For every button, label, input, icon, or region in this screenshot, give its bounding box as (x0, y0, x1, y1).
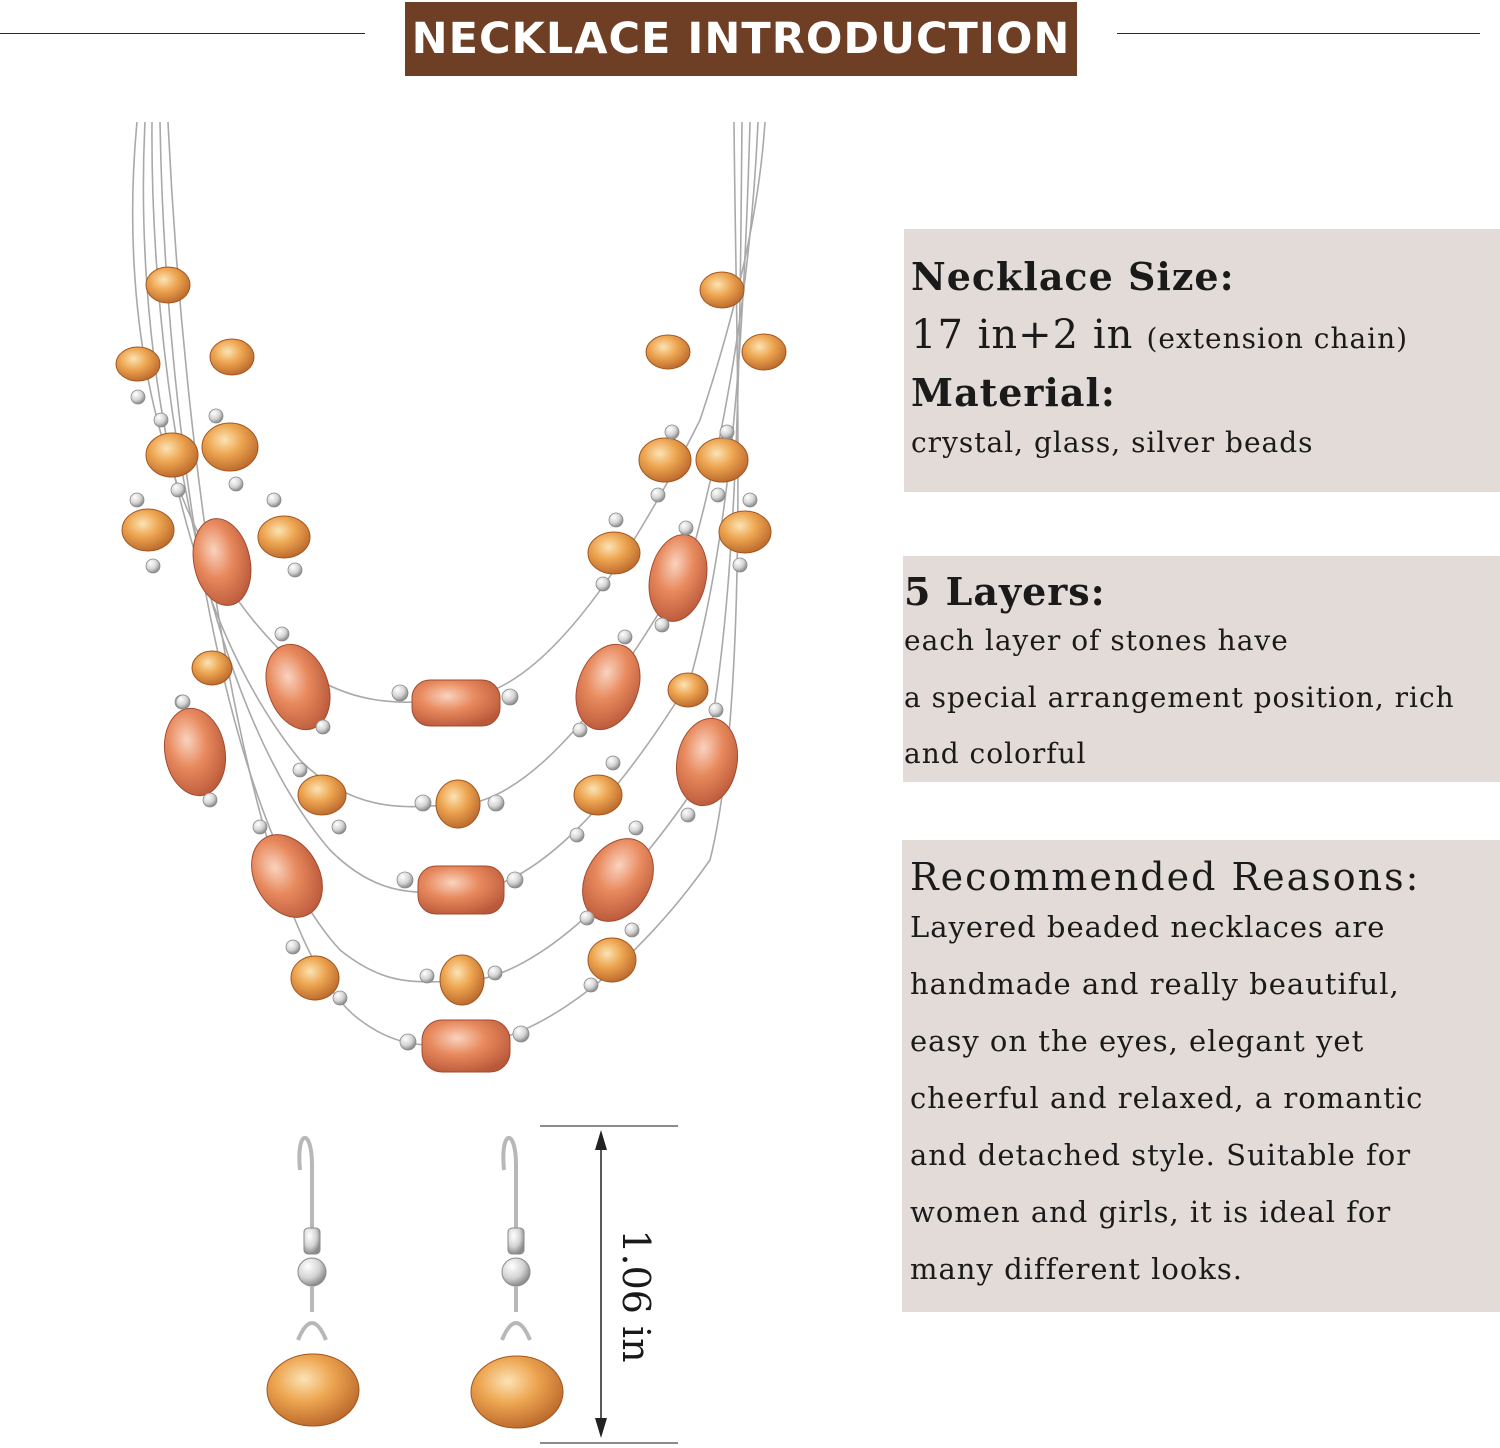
bead-silver (596, 577, 610, 591)
bead-silver (711, 488, 725, 502)
bead-silver (665, 425, 679, 439)
bead-silver (606, 756, 620, 770)
bead-silver (709, 703, 723, 717)
reasons-line: women and girls, it is ideal for (910, 1195, 1392, 1229)
bead-amber (588, 532, 640, 574)
earring-bead (267, 1354, 359, 1426)
bead-silver (415, 795, 431, 811)
reasons-line: Layered beaded necklaces are (910, 910, 1386, 944)
size-value: 17 in+2 in (911, 312, 1134, 358)
bead-pink-oval (185, 513, 258, 611)
bead-amber (574, 775, 622, 815)
bead-silver (609, 513, 623, 527)
earring-right (471, 1138, 563, 1428)
size-note: (extension chain) (1146, 322, 1409, 355)
bead-silver (332, 820, 346, 834)
bead-silver (333, 991, 347, 1005)
bead-amber (210, 339, 254, 375)
bead-amber (291, 956, 339, 1000)
bead-silver (625, 923, 639, 937)
bead-silver (618, 630, 632, 644)
reasons-heading: Recommended Reasons: (910, 855, 1421, 899)
bead-amber (146, 433, 198, 477)
reasons-line: many different looks. (910, 1252, 1243, 1286)
header-rule-right (1117, 33, 1480, 34)
bead-amber (668, 673, 708, 707)
material-value: crystal, glass, silver beads (911, 426, 1314, 459)
bead-amber (258, 516, 310, 558)
bead-silver (229, 477, 243, 491)
bead-amber (202, 423, 258, 471)
bead-silver (146, 559, 160, 573)
necklace-strand-3 (152, 122, 750, 892)
layers-line: and colorful (904, 737, 1087, 770)
bead-silver (679, 521, 693, 535)
bead-pink-oval (670, 713, 744, 810)
bead-pink-oval (641, 529, 714, 627)
bead-silver (316, 720, 330, 734)
bead-silver (733, 558, 747, 572)
layers-heading: 5 Layers: (904, 569, 1106, 614)
size-heading: Necklace Size: (911, 254, 1235, 299)
bead-amber (146, 267, 190, 303)
bead-silver (130, 493, 144, 507)
bead-silver (171, 483, 185, 497)
bead-silver (275, 627, 289, 641)
layers-line: each layer of stones have (904, 624, 1289, 657)
bead-silver (209, 409, 223, 423)
size-row (911, 312, 1408, 358)
earring-left (267, 1138, 359, 1426)
reasons-line: cheerful and relaxed, a romantic (910, 1081, 1424, 1115)
bead-amber (700, 272, 744, 308)
bead-amber (116, 347, 160, 381)
bead-silver (573, 723, 587, 737)
bead-silver (400, 1034, 416, 1050)
bead-silver (720, 425, 734, 439)
bead-silver (488, 966, 502, 980)
bead-silver (397, 872, 413, 888)
reasons-line: and detached style. Suitable for (910, 1138, 1412, 1172)
bead-silver (203, 793, 217, 807)
bead-silver (131, 390, 145, 404)
bead-silver (293, 763, 307, 777)
bead-silver (253, 820, 267, 834)
earring-bead (471, 1356, 563, 1428)
bead-pink-barrel (412, 680, 500, 726)
bead-silver (681, 808, 695, 822)
bead-silver (629, 821, 643, 835)
bead-amber (298, 775, 346, 815)
bead-silver (570, 828, 584, 842)
bead-silver (154, 413, 168, 427)
bead-silver (651, 488, 665, 502)
bead-amber (639, 438, 691, 482)
necklace-beads (116, 267, 786, 1072)
bead-amber (696, 438, 748, 482)
earring-length-label: 1.06 in (614, 1229, 658, 1363)
material-heading: Material: (911, 370, 1116, 415)
bead-silver (580, 911, 594, 925)
bead-amber (588, 938, 636, 982)
bead-silver (488, 795, 504, 811)
bead-silver (743, 493, 757, 507)
reasons-line: easy on the eyes, elegant yet (910, 1024, 1365, 1058)
bead-silver (584, 978, 598, 992)
bead-amber (122, 509, 174, 551)
reasons-line: handmade and really beautiful, (910, 967, 1400, 1001)
bead-amber (719, 511, 771, 553)
bead-amber (440, 955, 484, 1005)
bead-amber (742, 334, 786, 370)
bead-silver (420, 969, 434, 983)
bead-pink-oval (237, 822, 336, 930)
bead-silver (655, 618, 669, 632)
bead-pink-barrel (418, 866, 504, 914)
bead-silver (288, 563, 302, 577)
bead-silver (286, 940, 300, 954)
bead-silver (176, 695, 190, 709)
bead-pink-barrel (422, 1020, 510, 1072)
bead-pink-oval (158, 703, 232, 800)
bead-amber (646, 335, 690, 369)
bead-silver (513, 1026, 529, 1042)
bead-amber (192, 651, 232, 685)
page-title: NECKLACE INTRODUCTION (411, 14, 1071, 64)
bead-silver (267, 493, 281, 507)
layers-line: a special arrangement position, rich (904, 681, 1455, 714)
bead-silver (392, 685, 408, 701)
bead-silver (502, 689, 518, 705)
bead-silver (507, 872, 523, 888)
bead-amber (436, 780, 480, 828)
